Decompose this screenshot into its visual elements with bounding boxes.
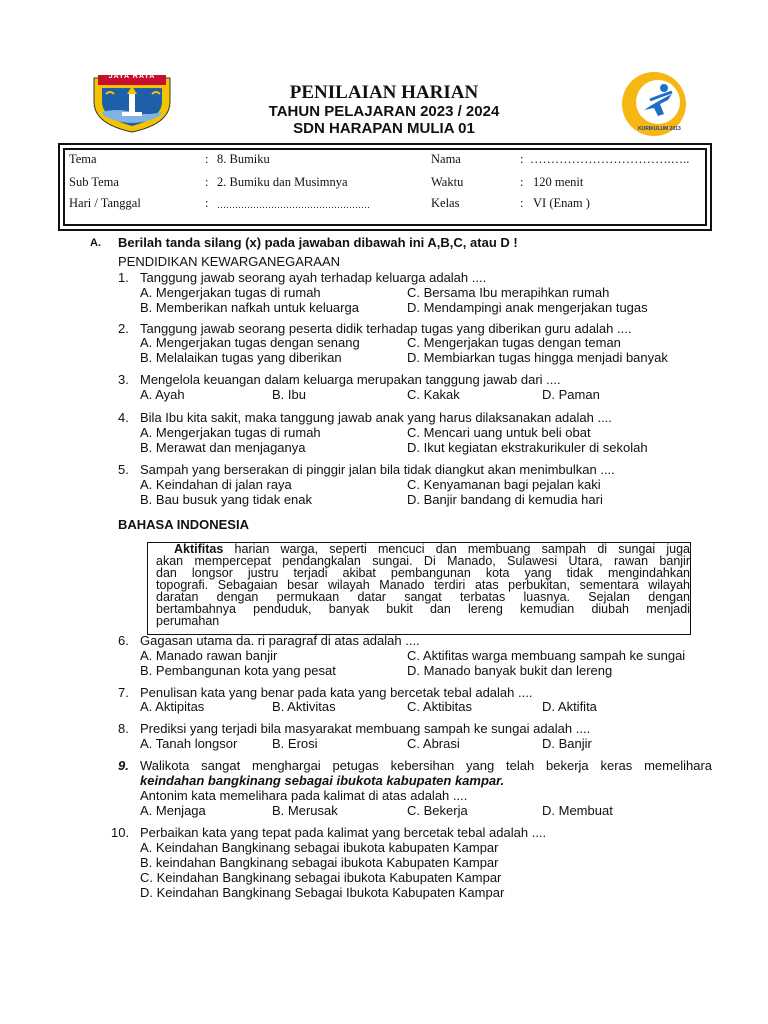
option-d: D. Manado banyak bukit dan lereng: [407, 663, 613, 678]
option-b: B. Merusak: [272, 803, 338, 818]
subtema-label: Sub Tema: [69, 175, 119, 189]
option-b: B. Erosi: [272, 736, 318, 751]
option-c: C. Keindahan Bangkinang sebagai ibukota Kabupaten Kampar: [140, 870, 502, 885]
nama-label: Nama: [431, 152, 461, 166]
question-number: 6.: [118, 633, 129, 648]
question-text: Sampah yang berserakan di pinggir jalan bila tidak diangkut akan menimbulkan ....: [140, 462, 615, 477]
option-b: B. keindahan Bangkinang sebagai ibukota Kabupaten Kampar: [140, 855, 499, 870]
instruction-text: Berilah tanda silang (x) pada jawaban dibawah ini A,B,C, atau D !: [118, 235, 518, 250]
option-b: B. Bau busuk yang tidak enak: [140, 492, 313, 507]
subtema-value: 2. Bumiku dan Musimnya: [217, 175, 348, 189]
option-c: C. Mencari uang untuk beli obat: [407, 425, 591, 440]
question-number: 3.: [118, 372, 129, 387]
option-b: B. Ibu: [272, 387, 306, 402]
option-c: C. Bekerja: [407, 803, 468, 818]
page-title: PENILAIAN HARIAN: [289, 82, 479, 103]
passage-bold-word: Aktifitas: [174, 542, 224, 556]
option-a: A. Ayah: [140, 387, 185, 402]
option-d: D. Keindahan Bangkinang Sebagai Ibukota Kabupaten Kampar: [140, 885, 505, 900]
question-text: Gagasan utama da. ri paragraf di atas adalah ....: [140, 633, 420, 648]
question-number: 7.: [118, 685, 129, 700]
question-number: 2.: [118, 321, 129, 336]
option-a: A. Keindahan di jalan raya: [140, 477, 292, 492]
waktu-value: 120 menit: [533, 175, 584, 189]
option-d: D. Aktifita: [542, 699, 597, 714]
logo-right-text: KURIKULUM 2013: [638, 126, 681, 132]
academic-year: TAHUN PELAJARAN 2023 / 2024: [268, 103, 500, 120]
option-b: B. Merawat dan menjaganya: [140, 440, 306, 455]
question-text: Prediksi yang terjadi bila masyarakat membuang sampah ke sungai adalah ....: [140, 721, 591, 736]
question-text: Penulisan kata yang benar pada kata yang bercetak tebal adalah ....: [140, 685, 533, 700]
reading-passage: Aktifitas harian warga, seperti mencuci dan membuang sampah di sungai juga akan mempercepat pendangkalan sungai. Di Manado, Sulawesi Utara, rawan banjir dan longsor justru terjadi akibat pembangunan kota yang tidak mengindahkan topografi. Sebagaian besar wilayah Manado terdiri atas perbukitan, sementara wilayah daratan dengan permukaan datar sangat terbatas luasnya. Sejalan dengan bertambahnya penduduk, banyak bukit dan lereng kemudian diubah menjadi perumahan: [156, 542, 690, 628]
option-d: D. Ikut kegiatan ekstrakurikuler di sekolah: [407, 440, 648, 455]
question-number: 4.: [118, 410, 129, 425]
hari-colon: :: [205, 196, 209, 210]
option-a: A. Mengerjakan tugas dengan senang: [140, 335, 360, 350]
option-c: C. Kenyamanan bagi pejalan kaki: [407, 477, 601, 492]
option-b: B. Aktivitas: [272, 699, 336, 714]
question-number: 1.: [118, 270, 129, 285]
school-name: SDN HARAPAN MULIA 01: [293, 120, 475, 137]
tema-value: 8. Bumiku: [217, 152, 270, 166]
option-a: A. Keindahan Bangkinang sebagai ibukota kabupaten Kampar: [140, 840, 499, 855]
question-text: Bila Ibu kita sakit, maka tanggung jawab anak yang harus dilaksanakan adalah ....: [140, 410, 612, 425]
tema-label: Tema: [69, 152, 97, 166]
question-subtext: Antonim kata memelihara pada kalimat di atas adalah ....: [140, 788, 468, 803]
kelas-label: Kelas: [431, 196, 460, 210]
option-b: B. Memberikan nafkah untuk keluarga: [140, 300, 359, 315]
option-a: A. Tanah longsor: [140, 736, 238, 751]
question-bold-phrase: keindahan bangkinang sebagai ibukota kabupaten kampar.: [140, 773, 505, 788]
section-pkn-heading: PENDIDIKAN KEWARGANEGARAAN: [118, 254, 341, 269]
option-a: A. Manado rawan banjir: [140, 648, 278, 663]
question-text: Perbaikan kata yang tepat pada kalimat yang bercetak tebal adalah ....: [140, 825, 547, 840]
option-c: C. Aktibitas: [407, 699, 473, 714]
instruction-letter: A.: [90, 237, 101, 249]
question-text: Tanggung jawab seorang ayah terhadap keluarga adalah ....: [140, 270, 487, 285]
option-c: C. Mengerjakan tugas dengan teman: [407, 335, 621, 350]
question-number: 8.: [118, 721, 129, 736]
question-number: 10.: [111, 825, 130, 840]
question-text: Walikota sangat menghargai petugas kebersihan yang telah bekerja keras memelihara: [140, 758, 712, 773]
option-c: C. Bersama Ibu merapihkan rumah: [407, 285, 610, 300]
option-c: C. Abrasi: [407, 736, 460, 751]
option-d: D. Membiarkan tugas hingga menjadi banyak: [407, 350, 668, 365]
kelas-colon: :: [520, 196, 524, 210]
option-d: D. Mendampingi anak mengerjakan tugas: [407, 300, 648, 315]
option-a: A. Mengerjakan tugas di rumah: [140, 285, 321, 300]
tema-colon: :: [205, 152, 209, 166]
question-number: 5.: [118, 462, 129, 477]
option-c: C. Aktifitas warga membuang sampah ke sungai: [407, 648, 686, 663]
question-number: 9.: [118, 758, 129, 773]
option-d: D. Banjir bandang di kemudia hari: [407, 492, 603, 507]
waktu-label: Waktu: [431, 175, 464, 189]
option-a: A. Menjaga: [140, 803, 206, 818]
option-d: D. Membuat: [542, 803, 613, 818]
option-a: A. Aktipitas: [140, 699, 205, 714]
option-b: B. Pembangunan kota yang pesat: [140, 663, 336, 678]
waktu-colon: :: [520, 175, 524, 189]
nama-colon: :: [520, 152, 524, 166]
section-bi-heading: BAHASA INDONESIA: [118, 517, 249, 532]
logo-left-text: JAYA RAYA: [108, 73, 156, 80]
subtema-colon: :: [205, 175, 209, 189]
option-a: A. Mengerjakan tugas di rumah: [140, 425, 321, 440]
option-d: D. Banjir: [542, 736, 592, 751]
option-c: C. Kakak: [407, 387, 460, 402]
hari-value: ……………………………………………: [217, 200, 370, 210]
hari-label: Hari / Tanggal: [69, 196, 141, 210]
question-text: Tanggung jawab seorang peserta didik terhadap tugas yang diberikan guru adalah ....: [140, 321, 632, 336]
option-d: D. Paman: [542, 387, 600, 402]
nama-value: …………………………….…..: [530, 152, 690, 166]
kelas-value: VI (Enam ): [533, 196, 590, 210]
question-text: Mengelola keuangan dalam keluarga merupakan tanggung jawab dari ....: [140, 372, 561, 387]
option-b: B. Melalaikan tugas yang diberikan: [140, 350, 342, 365]
